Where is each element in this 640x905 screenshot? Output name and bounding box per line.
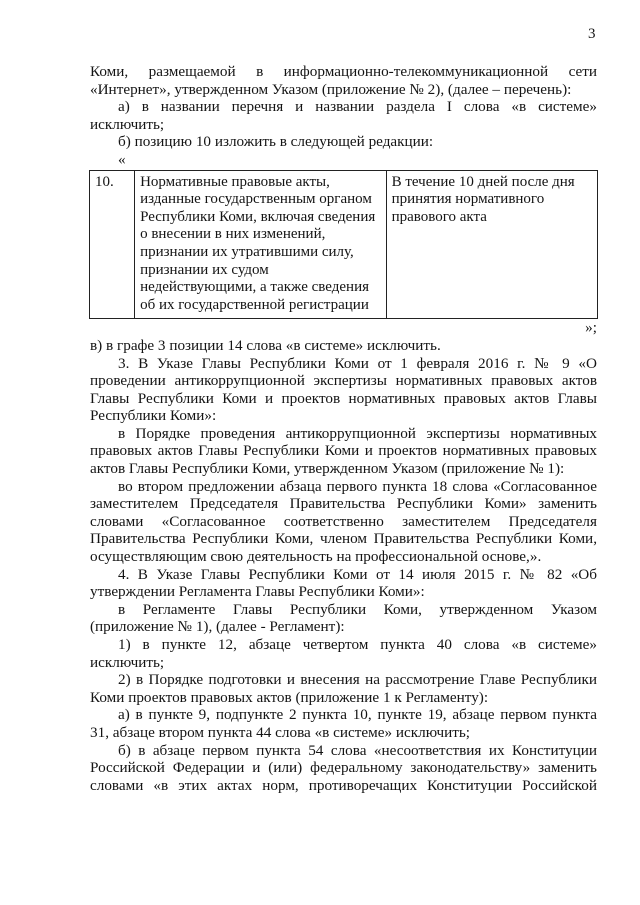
page-number: 3 bbox=[588, 26, 596, 42]
section-4 bbox=[90, 566, 597, 601]
cell-line: недействующими, а также сведения bbox=[140, 279, 369, 296]
text-line: исключить; bbox=[90, 653, 165, 671]
text-line: (приложение № 1), (далее - Регламент): bbox=[90, 618, 345, 636]
cell-line: об их государственной регистрации bbox=[140, 296, 369, 313]
text-line: Главы Республики Коми и проектов нормативных правовых актов Главы bbox=[90, 389, 597, 407]
text-line: а) в названии перечня и названии раздела I слова «в системе» bbox=[118, 98, 597, 116]
text-line: б) в абзаце первом пункта 54 слова «несоответствия их Конституции bbox=[118, 741, 597, 759]
term-cell bbox=[386, 170, 597, 319]
text-line: словами «Согласованное соответственно заместителем Председателя bbox=[90, 512, 597, 530]
text-line: 31, абзаце втором пункта 44 слова «в системе» исключить; bbox=[90, 723, 471, 741]
text-line: Коми, размещаемой в информационно-телекоммуникационной сети bbox=[90, 63, 597, 80]
text-line: Правительства Республики Коми, членом Правительства Республики Коми, bbox=[90, 530, 597, 548]
text-line: исключить; bbox=[90, 115, 165, 133]
section-4-item-2 bbox=[90, 671, 597, 706]
text-line: словами «в этих актах норм, противоречащих Конституции Российской bbox=[90, 776, 597, 794]
section-4-item-2b bbox=[90, 742, 597, 795]
text-line: Коми проектов правовых актов (приложение 1 к Регламенту): bbox=[90, 688, 489, 706]
text-line: 3. В Указе Главы Республики Коми от 1 февраля 2016 г. № 9 «О bbox=[118, 354, 597, 372]
section-3 bbox=[90, 355, 597, 425]
text-line: Российской Федерации и (или) федеральному законодательству» заменить bbox=[90, 759, 597, 777]
cell-line: принятия нормативного bbox=[391, 191, 545, 208]
text-line: 1) в пункте 12, абзаце четвертом пункта 40 слова «в системе» bbox=[118, 636, 597, 653]
text-line: в Порядке проведения антикоррупционной экспертизы нормативных bbox=[118, 424, 597, 442]
text-line: а) в пункте 9, подпункте 2 пункта 10, пункте 19, абзаце первом пункта bbox=[118, 706, 597, 724]
text-line: Республики Коми»: bbox=[90, 407, 217, 425]
intro-paragraph bbox=[90, 63, 597, 98]
section-3-order bbox=[90, 425, 597, 478]
document-body bbox=[90, 63, 597, 794]
item-v bbox=[90, 337, 597, 355]
text-line: 4. В Указе Главы Республики Коми от 14 июля 2015 г. № 82 «Об bbox=[118, 565, 597, 583]
item-b: б) позицию 10 изложить в следующей редакции: bbox=[118, 133, 434, 151]
cell-line: В течение 10 дней после дня bbox=[391, 173, 575, 190]
description-cell bbox=[135, 170, 386, 319]
cell-line: Республики Коми, включая сведения bbox=[140, 208, 376, 225]
position-number-cell bbox=[90, 170, 135, 319]
text-line: во втором предложении абзаца первого пункта 18 слова «Согласованное bbox=[118, 477, 597, 495]
table-row bbox=[90, 170, 598, 319]
cell-line: правового акта bbox=[391, 208, 487, 225]
text-line: «Интернет», утвержденном Указом (приложение № 2), (далее – перечень): bbox=[90, 80, 572, 98]
cell-line: Нормативные правовые акты, bbox=[140, 173, 330, 190]
text-line: заместителем Председателя Правительства Республики Коми» заменить bbox=[90, 495, 597, 513]
cell-line: признании их судом bbox=[140, 261, 269, 278]
position-table bbox=[89, 170, 598, 320]
section-4-item-1 bbox=[90, 636, 597, 671]
text-line: актов Главы Республики Коми, утвержденном Указом (приложение № 1): bbox=[90, 460, 565, 478]
text-line: правовых актов Главы Республики Коми и проектов нормативных правовых bbox=[90, 442, 597, 460]
section-4-regulation bbox=[90, 601, 597, 636]
text-line: проведении антикоррупционной экспертизы нормативных правовых актов bbox=[90, 372, 597, 390]
cell-line: изданные государственным органом bbox=[140, 191, 372, 208]
cell-line: о внесении в них изменений, bbox=[140, 226, 326, 243]
quote-close: »; bbox=[585, 319, 597, 337]
section-4-item-2a bbox=[90, 706, 597, 741]
text-line: в Регламенте Главы Республики Коми, утвержденном Указом bbox=[118, 600, 597, 618]
text-line: утверждении Регламента Главы Республики Коми»: bbox=[90, 583, 425, 601]
quote-open: « bbox=[118, 150, 126, 168]
text-line: 2) в Порядке подготовки и внесения на рассмотрение Главе Республики bbox=[118, 671, 597, 689]
text-line: в) в графе 3 позиции 14 слова «в системе» исключить. bbox=[90, 336, 441, 354]
text-line: осуществляющим свою деятельность на профессиональной основе,». bbox=[90, 548, 542, 566]
position-number: 10. bbox=[95, 173, 114, 190]
item-a bbox=[90, 98, 597, 133]
cell-line: признании их утратившими силу, bbox=[140, 243, 354, 260]
section-3-change bbox=[90, 478, 597, 566]
